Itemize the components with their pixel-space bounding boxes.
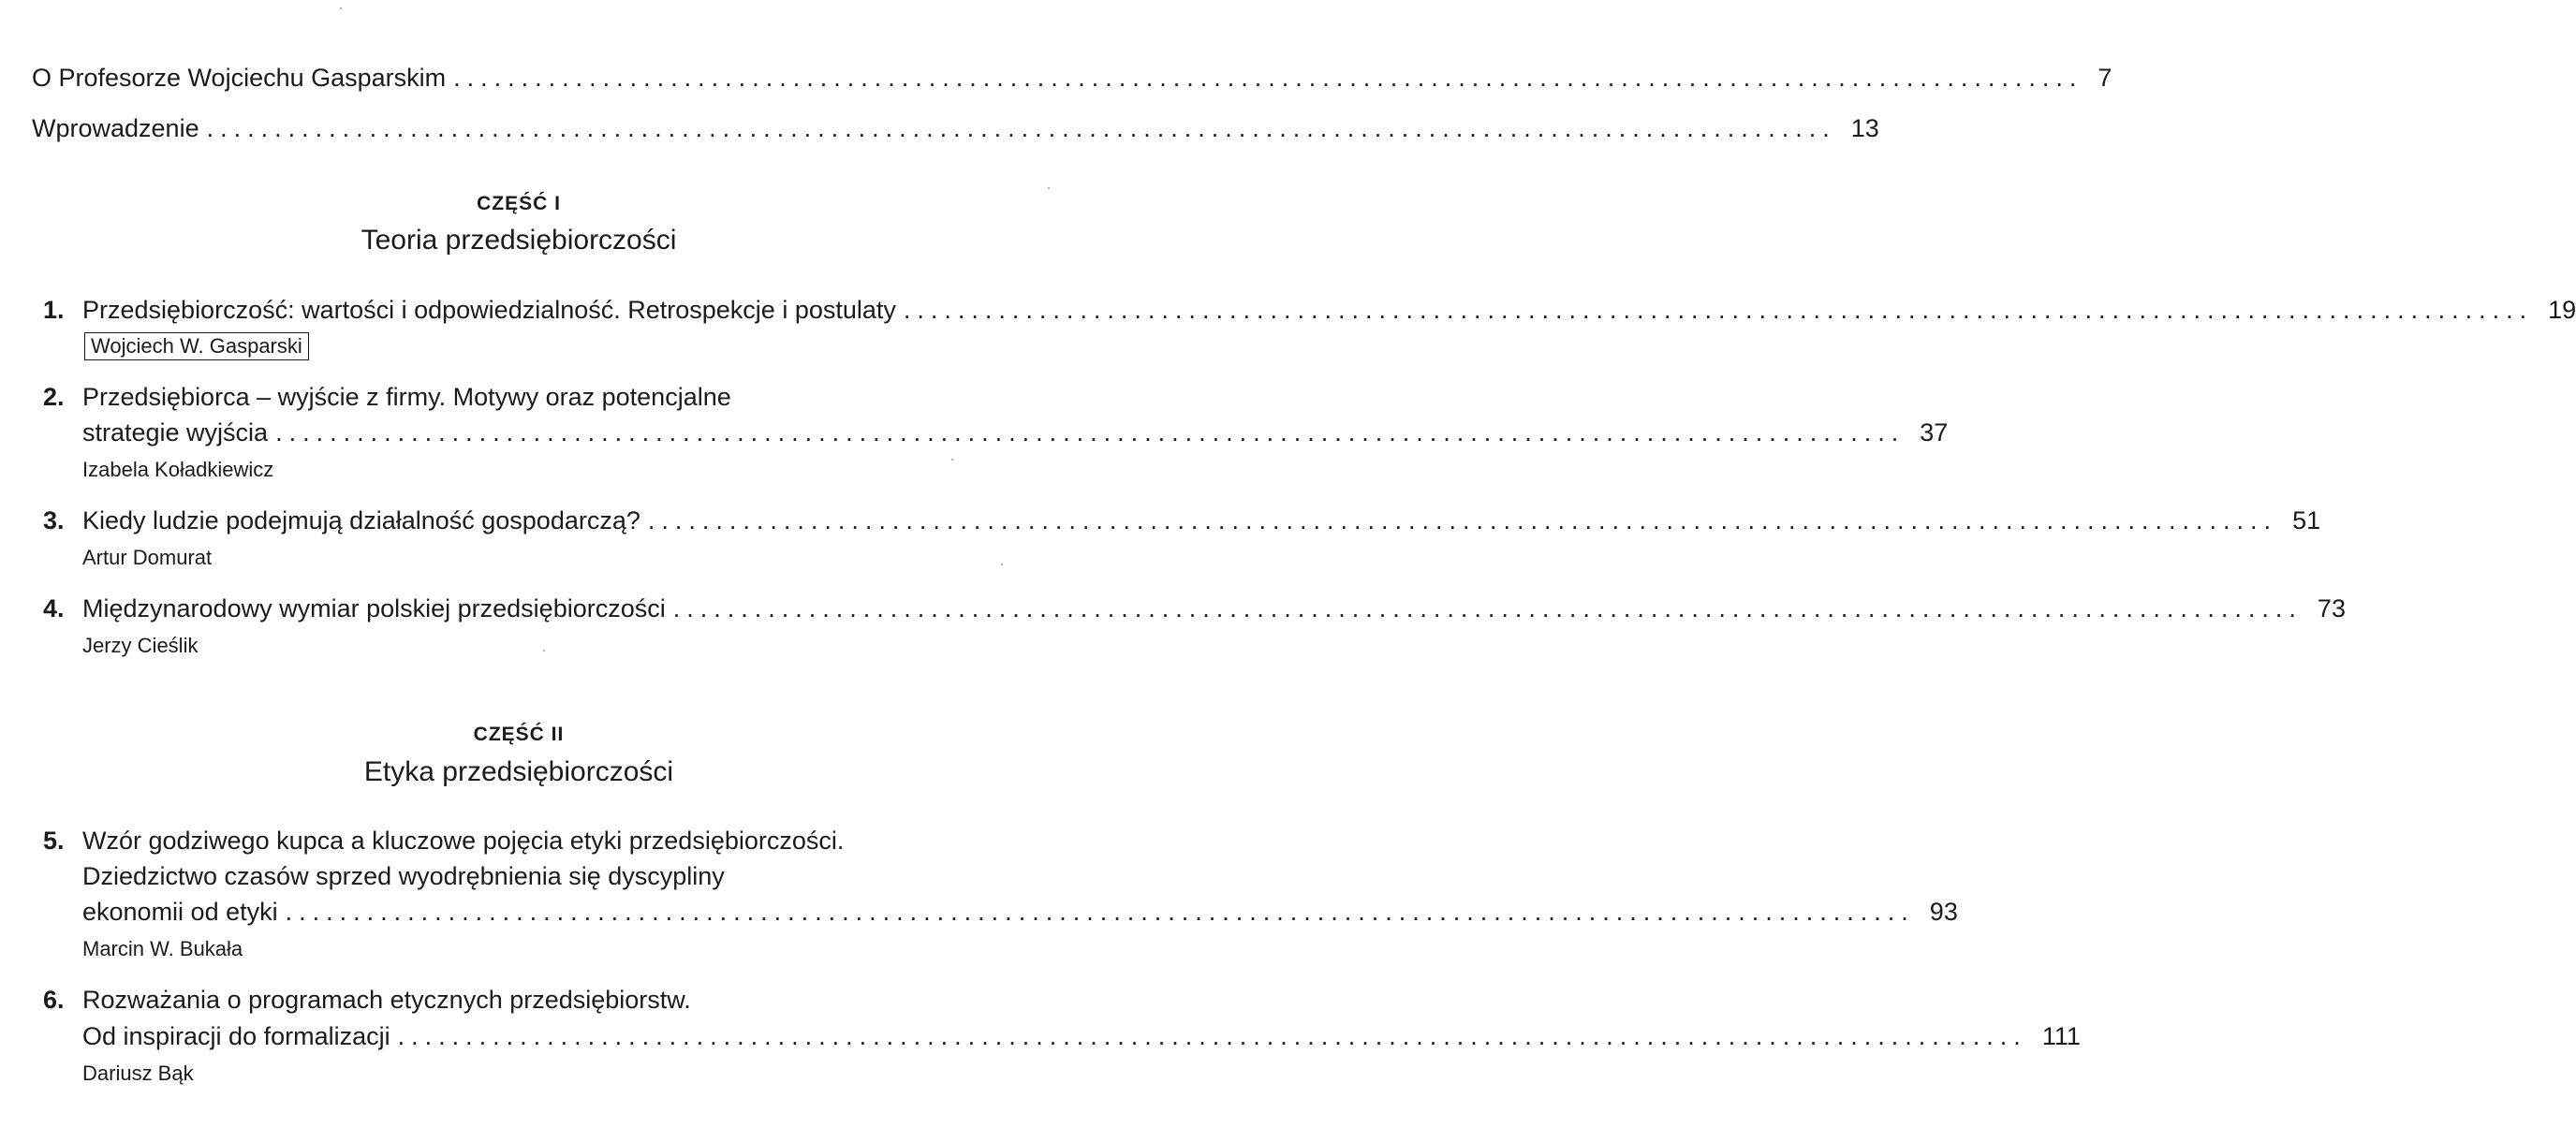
chapter-number: 2. xyxy=(43,383,65,411)
scan-speck xyxy=(1001,564,1003,565)
scan-speck xyxy=(1048,187,1050,189)
chapter-author: Artur Domurat xyxy=(82,546,213,569)
toc-entry-chapter-1[interactable] xyxy=(82,294,2576,326)
toc-entry-chapter-3[interactable] xyxy=(82,505,2321,536)
entry-title: ekonomii od etyki xyxy=(82,898,278,926)
leader-dots: ........................................................................................................................ xyxy=(275,418,1906,447)
leader-dots: ........................................................................................................................ xyxy=(453,64,2083,92)
toc-entry-front-2[interactable] xyxy=(32,112,1879,144)
leader-dots: ........................................................................................................................ xyxy=(647,506,2278,534)
toc-entry-chapter-5[interactable] xyxy=(82,896,1958,928)
leader-dots: ........................................................................................................................ xyxy=(206,114,1836,142)
part-label: CZĘŚĆ I xyxy=(477,193,561,214)
chapter-author-boxed: Wojciech W. Gasparski xyxy=(84,332,309,360)
chapter-number: 1. xyxy=(43,296,65,324)
entry-page-number: 73 xyxy=(2317,594,2346,622)
leader-dots: ........................................................................................................................ xyxy=(285,898,1915,926)
entry-page-number: 111 xyxy=(2041,1022,2081,1050)
entry-page-number: 51 xyxy=(2292,506,2321,534)
entry-page-number: 37 xyxy=(1920,418,1949,447)
entry-title-line: Przedsiębiorca – wyjście z firmy. Motywy oraz potencjalne xyxy=(82,383,731,411)
entry-page-number: 93 xyxy=(1929,898,1958,926)
leader-dots: ........................................................................................................................ xyxy=(903,296,2534,324)
entry-title: Wprowadzenie xyxy=(32,114,199,142)
entry-title: Kiedy ludzie podejmują działalność gospodarczą? xyxy=(82,506,640,534)
toc-entry-chapter-4[interactable] xyxy=(82,593,2346,624)
entry-title: Międzynarodowy wymiar polskiej przedsiębiorczości xyxy=(82,594,666,622)
leader-dots: ........................................................................................................................ xyxy=(672,594,2303,622)
chapter-number: 6. xyxy=(43,986,65,1014)
scan-speck xyxy=(951,459,953,461)
entry-title: Przedsiębiorczość: wartości i odpowiedzialność. Retrospekcje i postulaty xyxy=(82,296,896,324)
part-label: CZĘŚĆ II xyxy=(473,724,565,745)
entry-title: strategie wyjścia xyxy=(82,418,269,447)
scan-speck xyxy=(340,7,342,9)
entry-title: O Profesorze Wojciechu Gasparskim xyxy=(32,64,447,92)
toc-entry-chapter-6[interactable] xyxy=(82,1020,2081,1052)
entry-title: Od inspiracji do formalizacji xyxy=(82,1022,390,1050)
entry-page-number: 13 xyxy=(1850,114,1879,142)
toc-entry-chapter-2[interactable] xyxy=(82,417,1949,448)
chapter-number: 3. xyxy=(43,506,65,534)
chapter-author: Izabela Koładkiewicz xyxy=(82,458,274,481)
part-title: Etyka przedsiębiorczości xyxy=(363,756,674,787)
chapter-author: Marcin W. Bukała xyxy=(82,937,243,960)
entry-title-line: Dziedzictwo czasów sprzed wyodrębnienia się dyscypliny xyxy=(82,862,725,890)
chapter-number: 5. xyxy=(43,827,65,855)
chapter-number: 4. xyxy=(43,594,65,622)
chapter-author: Dariusz Bąk xyxy=(82,1061,194,1085)
entry-page-number: 19 xyxy=(2548,296,2576,324)
chapter-author: Jerzy Cieślik xyxy=(82,634,199,657)
entry-title-line: Wzór godziwego kupca a kluczowe pojęcia etyki przedsiębiorczości. xyxy=(82,827,845,855)
scan-speck xyxy=(543,650,545,652)
leader-dots: ........................................................................................................................ xyxy=(397,1022,2027,1050)
toc-entry-front-1[interactable] xyxy=(32,62,2112,94)
entry-title-line: Rozważania o programach etycznych przedsiębiorstw. xyxy=(82,986,691,1014)
entry-page-number: 7 xyxy=(2098,64,2112,92)
part-title: Teoria przedsiębiorczości xyxy=(361,225,677,256)
